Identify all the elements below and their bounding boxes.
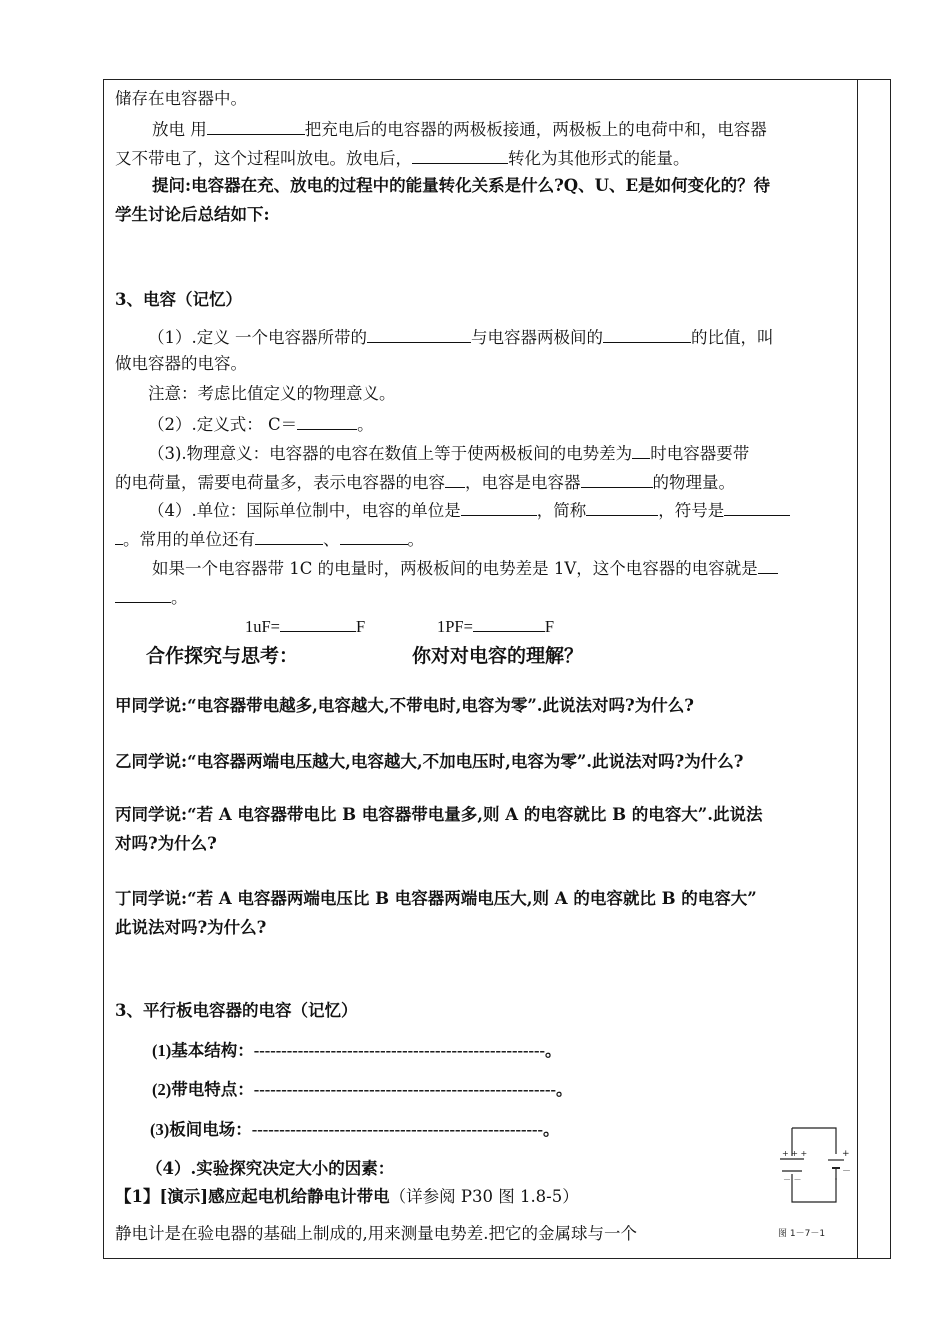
battery-minus-sign: － [842, 1167, 852, 1177]
cooperation-heading: 合作探究与思考： [146, 645, 299, 667]
section-heading: 3、平行板电容器的电容（记忆） [115, 1001, 358, 1020]
fill-blank [461, 498, 537, 516]
fill-blank [255, 527, 323, 545]
student-statement: 乙同学说:“电容器两端电压越大,电容越大,不加电压时,电容为零”.此说法对吗?为什么? [115, 752, 744, 771]
fill-blank [581, 470, 653, 488]
fill-blank [412, 146, 508, 164]
fill-blank [367, 325, 471, 343]
fill-blank [632, 441, 650, 459]
fill-blank [586, 498, 658, 516]
text-line: 静电计是在验电器的基础上制成的,用来测量电势差.把它的金属球与一个 [115, 1224, 637, 1243]
question-line: 学生讨论后总结如下: [115, 205, 270, 224]
fill-blank [280, 614, 356, 632]
capacitor-circuit-figure [770, 1110, 852, 1250]
text-line: 放电 用 把充电后的电容器的两极板接通，两极板上的电荷中和，电容器 [152, 117, 767, 141]
text-line: （4）.单位：国际单位制中，电容的单位是 ，简称 ，符号是 [148, 498, 790, 522]
battery-plus-sign: + [842, 1149, 850, 1159]
structure-line: (2)带电特点：-------------------------------------------------------。 [152, 1080, 573, 1099]
fill-blank [207, 117, 305, 135]
fill-blank [758, 556, 778, 574]
figure-caption: 图 1－7－1 [778, 1229, 826, 1239]
text-line: （2）.定义式： C＝ 。 [148, 412, 374, 436]
student-statement: 丁同学说:“若 A 电容器两端电压比 B 电容器两端电压大,则 A 的电容就比 B 的电容大” [115, 889, 757, 908]
text-line: 1PF= F [437, 614, 554, 638]
fill-blank [115, 585, 171, 603]
fill-blank [724, 498, 790, 516]
text-line: 储存在电容器中。 [115, 89, 247, 108]
capacitor-minus-charges: － － [783, 1175, 802, 1184]
text-line: （1）.定义 一个电容器所带的 与电容器两极间的 的比值，叫 [148, 325, 774, 349]
fill-blank [115, 527, 123, 545]
student-statement: 丙同学说:“若 A 电容器带电比 B 电容器带电量多,则 A 的电容就比 B 的电容大”.此说法 [115, 805, 763, 824]
fill-blank [473, 614, 545, 632]
structure-line: (1)基本结构：-----------------------------------------------------。 [152, 1041, 562, 1060]
fill-blank [340, 527, 408, 545]
cooperation-question: 你对对电容的理解？ [412, 645, 584, 667]
fill-blank [297, 412, 357, 430]
text-line: 。常用的单位还有 、 。 [115, 527, 424, 551]
structure-line: (3)板间电场：-----------------------------------------------------。 [150, 1120, 560, 1139]
text-line: 如果一个电容器带 1C 的电量时，两极板间的电势差是 1V，这个电容器的电容就是 [152, 556, 778, 580]
section-heading: 3、电容（记忆） [115, 290, 242, 309]
table-column-divider [857, 79, 858, 1259]
text-line: 1uF= F [245, 614, 365, 638]
student-statement: 甲同学说:“电容器带电越多,电容越大,不带电时,电容为零”.此说法对吗?为什么? [115, 696, 694, 715]
fill-blank [603, 325, 691, 343]
text-line: 。 [115, 585, 188, 609]
structure-line: （4）.实验探究决定大小的因素： [146, 1159, 395, 1178]
student-statement: 对吗?为什么? [115, 834, 217, 853]
capacitor-plus-charges: + + + [782, 1149, 808, 1158]
text-line: 做电容器的电容。 [115, 354, 247, 373]
text-line: （3).物理意义：电容器的电容在数值上等于使两极板间的电势差为 时电容器要带 [148, 441, 749, 465]
text-line: 又不带电了，这个过程叫放电。放电后， 转化为其他形式的能量。 [115, 146, 690, 170]
question-line: 提问:电容器在充、放电的过程中的能量转化关系是什么?Q、U、E是如何变化的？待 [152, 176, 771, 195]
student-statement: 此说法对吗?为什么? [115, 918, 267, 937]
demo-line: 【1】[演示]感应起电机给静电计带电（详参阅 P30 图 1.8-5） [115, 1187, 579, 1206]
fill-blank [445, 470, 465, 488]
text-line: 注意：考虑比值定义的物理意义。 [148, 384, 396, 403]
text-line: 的电荷量，需要电荷量多，表示电容器的电容 ，电容是电容器 的物理量。 [115, 470, 735, 494]
